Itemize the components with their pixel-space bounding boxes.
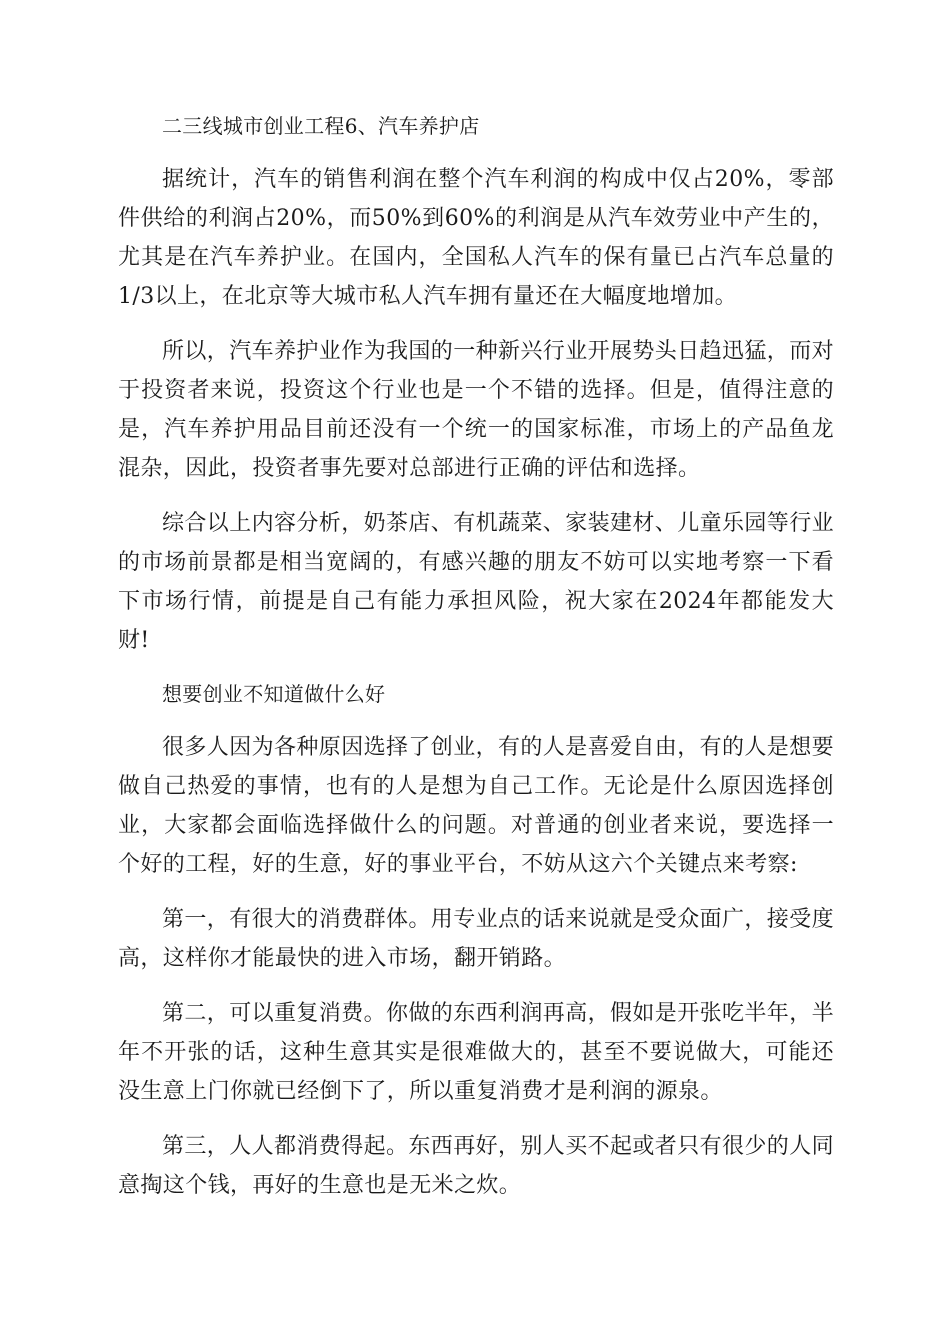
- paragraph-industry-outlook: 所以，汽车养护业作为我国的一种新兴行业开展势头日趋迅猛，而对于投资者来说，投资这个行业也是一个不错的选择。但是，值得注意的是，汽车养护用品目前还没有一个统一的国家标准，市场上的产品鱼龙混杂，因此，投资者事先要对总部进行正确的评估和选择。: [118, 339, 835, 481]
- document-page: [118, 108, 834, 1221]
- section-heading-what-to-start: 想要创业不知道做什么好: [162, 682, 386, 706]
- paragraph-point-three: 第三，人人都消费得起。东西再好，别人买不起或者只有很少的人同意掏这个钱，再好的生意也是无米之炊。: [118, 1134, 835, 1198]
- paragraph-point-one: 第一，有很大的消费群体。用专业点的话来说就是受众面广，接受度高，这样你才能最快的进入市场，翻开销路。: [118, 907, 835, 971]
- paragraph-statistics: 据统计，汽车的销售利润在整个汽车利润的构成中仅占20%，零部件供给的利润占20%，而50%到60%的利润是从汽车效劳业中产生的，尤其是在汽车养护业。在国内，全国私人汽车的保有量已占汽车总量的1/3以上，在北京等大城市私人汽车拥有量还在大幅度地增加。: [118, 167, 834, 309]
- paragraph-why-start-business: 很多人因为各种原因选择了创业，有的人是喜爱自由，有的人是想要做自己热爱的事情，也有的人是想为自己工作。无论是什么原因选择创业，大家都会面临选择做什么的问题。对普通的创业者来说，要选择一个好的工程，好的生意，好的事业平台，不妨从这六个关键点来考察:: [118, 735, 835, 877]
- paragraph-summary: 综合以上内容分析，奶茶店、有机蔬菜、家装建材、儿童乐园等行业的市场前景都是相当宽阔的，有感兴趣的朋友不妨可以实地考察一下看下市场行情，前提是自己有能力承担风险，祝大家在2024年都能发大财!: [118, 511, 835, 653]
- section-heading-car-care: 二三线城市创业工程6、汽车养护店: [162, 114, 480, 138]
- paragraph-point-two: 第二，可以重复消费。你做的东西利润再高，假如是开张吃半年，半年不开张的话，这种生意其实是很难做大的，甚至不要说做大，可能还没生意上门你就已经倒下了，所以重复消费才是利润的源泉。: [118, 1001, 835, 1104]
